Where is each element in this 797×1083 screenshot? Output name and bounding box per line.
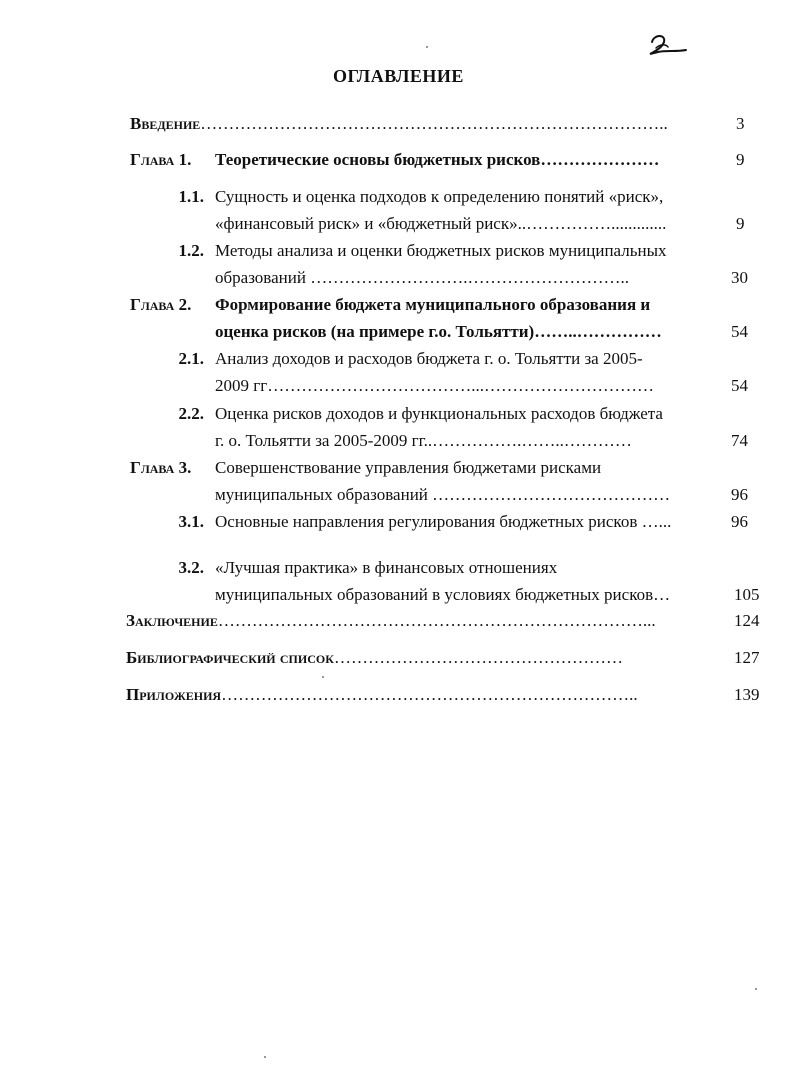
toc-ch3-line2: муниципальных образований …………………………………… <box>215 485 671 504</box>
toc-ch2-line1: Формирование бюджета муниципального образования и <box>215 295 651 314</box>
toc-s21-line2: 2009 гг………………………………...………………………… <box>215 376 654 395</box>
scan-speck <box>264 1056 266 1058</box>
toc-s11-line2: «финансовый риск» и «бюджетный риск»..……………............. <box>215 214 667 233</box>
toc-conclusion-label: Заключение <box>126 611 218 630</box>
toc-s31-title: Основные направления регулирования бюджетных рисков …... <box>215 512 672 531</box>
toc-entry-conclusion <box>126 610 656 632</box>
toc-s22-label: 2.2. <box>178 404 204 423</box>
toc-ch1-label: Глава 1. <box>130 150 192 169</box>
toc-s32-line2: муниципальных образований в условиях бюджетных рисков… <box>215 585 671 604</box>
toc-s12-page: 30 <box>731 268 748 287</box>
toc-appendix-dots: ……………………………………………………………….. <box>221 685 638 704</box>
handwritten-page-mark <box>644 30 688 60</box>
toc-s21-page: 54 <box>731 376 748 395</box>
toc-conclusion-dots: …………………………………………………………………... <box>217 611 656 630</box>
toc-s11-page: 9 <box>736 214 745 233</box>
toc-s31-label: 3.1. <box>178 512 204 531</box>
toc-ch2-label: Глава 2. <box>130 295 192 314</box>
toc-appendix-label: Приложения <box>126 685 222 704</box>
toc-biblio-label: Библиографический список <box>126 648 334 667</box>
scan-speck <box>426 46 428 48</box>
toc-entry-biblio <box>126 647 623 669</box>
toc-s22-line1: Оценка рисков доходов и функциональных расходов бюджета <box>215 404 663 423</box>
toc-s32-page: 105 <box>734 585 760 604</box>
toc-ch2-page: 54 <box>731 322 748 341</box>
toc-s12-line1: Методы анализа и оценки бюджетных рисков муниципальных <box>215 241 667 260</box>
toc-intro-dots: ……………………………………………………………………….. <box>200 114 668 133</box>
toc-s31-page: 96 <box>731 512 748 531</box>
toc-conclusion-page: 124 <box>734 611 760 630</box>
toc-biblio-dots: …………………………………………… <box>333 648 623 667</box>
toc-intro-page: 3 <box>736 114 745 133</box>
scan-speck <box>755 988 757 990</box>
toc-s21-line1: Анализ доходов и расходов бюджета г. о. Тольятти за 2005- <box>215 349 643 368</box>
toc-ch3-line1: Совершенствование управления бюджетами рисками <box>215 458 602 477</box>
toc-s22-page: 74 <box>731 431 748 450</box>
toc-ch3-page: 96 <box>731 485 748 504</box>
toc-ch2-line2: оценка рисков (на примере г.о. Тольятти)……..…………… <box>215 322 662 341</box>
toc-s12-label: 1.2. <box>178 241 204 260</box>
toc-s22-line2: г. о. Тольятти за 2005-2009 гг..…………….……..………… <box>215 431 632 450</box>
toc-s11-label: 1.1. <box>178 187 204 206</box>
toc-s32-line1: «Лучшая практика» в финансовых отношениях <box>215 558 558 577</box>
toc-entry-intro <box>130 113 668 135</box>
scan-speck <box>322 676 324 678</box>
toc-s21-label: 2.1. <box>178 349 204 368</box>
toc-appendix-page: 139 <box>734 685 760 704</box>
toc-s32-label: 3.2. <box>178 558 204 577</box>
page-title: ОГЛАВЛЕНИЕ <box>333 66 464 86</box>
toc-ch3-label: Глава 3. <box>130 458 192 477</box>
toc-intro-label: Введение <box>130 114 201 133</box>
toc-entry-appendix <box>126 684 638 706</box>
toc-ch1-page: 9 <box>736 150 745 169</box>
toc-biblio-page: 127 <box>734 648 760 667</box>
toc-ch1-title: Теоретические основы бюджетных рисков………………… <box>215 150 660 169</box>
toc-s12-line2: образований ……………………….……………………….. <box>215 268 629 287</box>
toc-s11-line1: Сущность и оценка подходов к определению понятий «риск», <box>215 187 664 206</box>
